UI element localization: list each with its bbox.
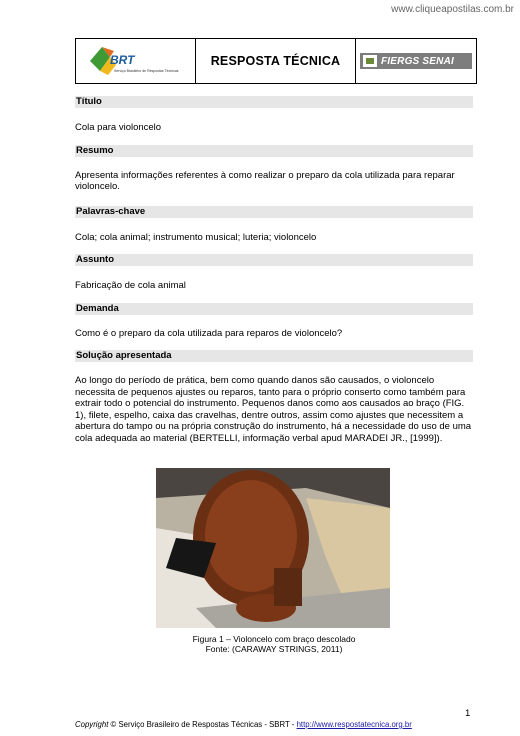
section-heading-palavras-chave: Palavras-chave — [75, 206, 473, 218]
sbrt-logo — [76, 39, 196, 83]
section-body-palavras-chave: Cola; cola animal; instrumento musical; luteria; violoncelo — [75, 231, 317, 243]
page-footer — [75, 720, 412, 729]
section-heading-titulo: Título — [75, 96, 473, 108]
section-heading-demanda: Demanda — [75, 303, 473, 315]
copyright-label: Copyright — [75, 720, 109, 729]
fiergs-logo-text: FIERGS SENAI — [381, 55, 454, 67]
figure-source: Fonte: (CARAWAY STRINGS, 2011) — [205, 644, 343, 654]
site-watermark: www.cliqueapostilas.com.br — [391, 4, 514, 15]
sbrt-logo-text: BRT — [110, 53, 135, 67]
footer-text: © Serviço Brasileiro de Respostas Técnicas - SBRT - — [108, 720, 297, 729]
section-heading-assunto: Assunto — [75, 254, 473, 266]
section-body-titulo: Cola para violoncelo — [75, 122, 162, 133]
document-title: RESPOSTA TÉCNICA — [196, 39, 356, 83]
figure-cello-photo — [156, 468, 390, 628]
sbrt-logo-subtitle: Serviço Brasileiro de Respostas Técnicas — [114, 69, 179, 73]
section-heading-solucao: Solução apresentada — [75, 350, 473, 362]
figure-caption: Figura 1 – Violoncelo com braço descolado — [192, 634, 356, 644]
page-number: 1 — [465, 708, 471, 719]
section-body-demanda: Como é o preparo da cola utilizada para reparos de violoncelo? — [75, 327, 343, 339]
fiergs-logo-bar — [360, 53, 472, 69]
section-body-solucao: Ao longo do período de prática, bem como quando danos são causados, o violoncelo necessita de pequenos ajustes ou reparos, tanto para o próprio conserto como também para extrair todo o potencial do instrumento. Pequenos danos como aos causados ao braço (FIG. 1), filete, espelho, caixa das cravelhas, dentre outros, assim como ajustes que necessitem a abertura do tampo ou na própria construção do instrumento, há a necessidade do uso de uma cola adequada ao material (BERTELLI, informação verbal apud MARADEI JR., [1999]). — [75, 375, 472, 444]
document-content — [75, 96, 473, 444]
section-body-assunto: Fabricação de cola animal — [75, 280, 186, 291]
footer-link[interactable]: http://www.respostatecnica.org.br — [296, 720, 412, 729]
section-body-resumo: Apresenta informações referentes à como realizar o preparo da cola utilizada para reparar violoncelo. — [75, 169, 455, 192]
fiergs-senai-logo — [356, 39, 476, 83]
cello-photo-illustration — [156, 468, 390, 628]
section-heading-resumo: Resumo — [75, 145, 473, 157]
fiergs-emblem-icon — [363, 55, 377, 67]
document-header — [75, 38, 477, 84]
